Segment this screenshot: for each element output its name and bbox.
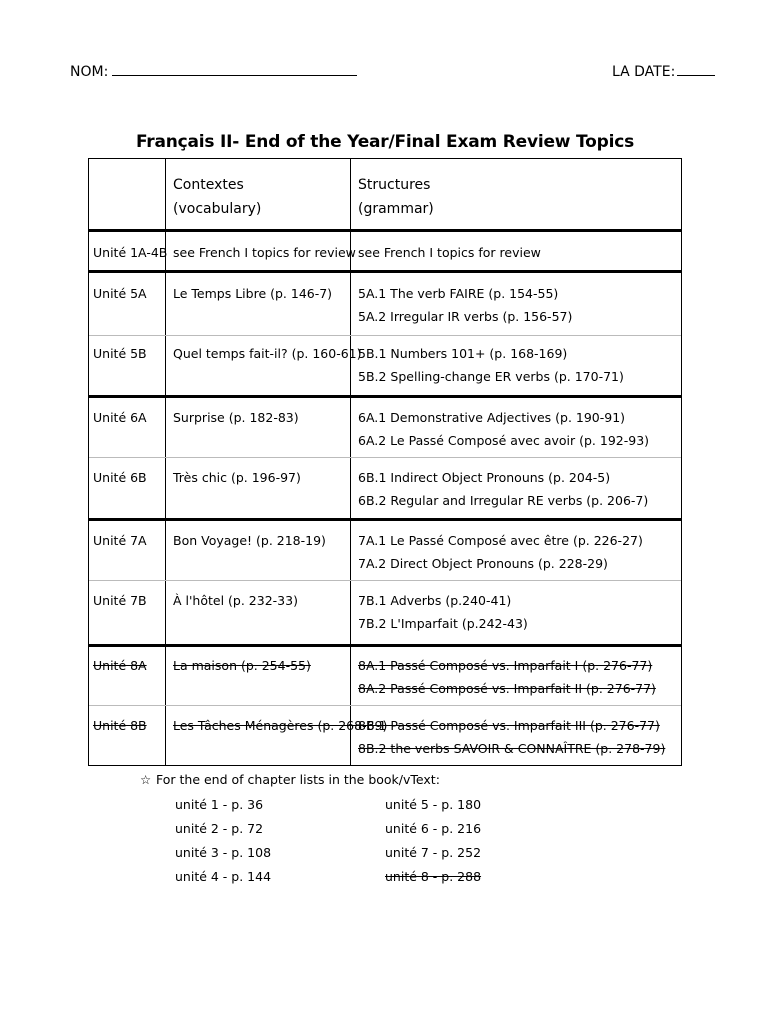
structure-line-struck: 8B.2 the verbs SAVOIR & CONNAÎTRE (p. 278-79)	[358, 741, 666, 756]
page-title: Français II- End of the Year/Final Exam Review Topics	[135, 132, 635, 152]
structure-line-struck: 8A.2 Passé Composé vs. Imparfait II (p. 276-77)	[358, 681, 656, 696]
unit-cell: Unité 1A-4B	[93, 245, 168, 260]
structure-line: 5B.2 Spelling-change ER verbs (p. 170-71)	[358, 369, 624, 384]
name-label: NOM:	[70, 64, 109, 80]
name-field	[70, 62, 357, 80]
review-topics-table	[88, 158, 682, 766]
list-item: unité 4 - p. 144	[175, 869, 272, 884]
row-divider	[89, 580, 681, 581]
header-contextes-title: Contextes	[173, 177, 244, 193]
row-divider-thick	[89, 395, 681, 398]
list-item: unité 6 - p. 216	[385, 821, 482, 836]
row-divider-thick	[89, 644, 681, 647]
contexte-cell: Bon Voyage! (p. 218-19)	[173, 533, 326, 548]
list-item: unité 2 - p. 72	[175, 821, 264, 836]
structure-line: 7A.2 Direct Object Pronouns (p. 228-29)	[358, 556, 608, 571]
list-item: unité 1 - p. 36	[175, 797, 264, 812]
list-item: unité 7 - p. 252	[385, 845, 482, 860]
structure-line-struck: 8A.1 Passé Composé vs. Imparfait I (p. 276-77)	[358, 658, 653, 673]
row-divider	[89, 705, 681, 706]
row-divider	[89, 457, 681, 458]
contexte-cell: see French I topics for review	[173, 245, 356, 260]
unit-cell: Unité 6A	[93, 410, 147, 425]
header-structures-title: Structures	[358, 177, 431, 193]
date-label: LA DATE:	[612, 64, 676, 80]
structure-line: 5B.1 Numbers 101+ (p. 168-169)	[358, 346, 568, 361]
star-outline-icon: ☆	[140, 772, 152, 787]
unit-cell: Unité 5B	[93, 346, 147, 361]
structure-line: 6A.1 Demonstrative Adjectives (p. 190-91)	[358, 410, 626, 425]
unit-cell-struck: Unité 8B	[93, 718, 147, 733]
unit-cell: Unité 5A	[93, 286, 147, 301]
header-contextes-sub: (vocabulary)	[173, 201, 262, 217]
header-structures-sub: (grammar)	[358, 201, 434, 217]
row-divider-thick	[89, 270, 681, 273]
row-divider-thick	[89, 518, 681, 521]
structure-line: 7A.1 Le Passé Composé avec être (p. 226-27)	[358, 533, 643, 548]
date-blank-line[interactable]	[677, 62, 715, 76]
contexte-cell: Surprise (p. 182-83)	[173, 410, 299, 425]
structure-line: 6B.2 Regular and Irregular RE verbs (p. 206-7)	[358, 493, 649, 508]
structure-line: 6B.1 Indirect Object Pronouns (p. 204-5)	[358, 470, 611, 485]
contexte-cell: Très chic (p. 196-97)	[173, 470, 301, 485]
chapter-list-right	[385, 793, 481, 889]
contexte-cell-struck: La maison (p. 254-55)	[173, 658, 311, 673]
contexte-cell-struck: Les Tâches Ménagères (p. 268-69)	[173, 718, 388, 733]
notes-intro-text: For the end of chapter lists in the book/vText:	[156, 772, 440, 787]
contexte-cell: Le Temps Libre (p. 146-7)	[173, 286, 333, 301]
structure-line: 5A.1 The verb FAIRE (p. 154-55)	[358, 286, 559, 301]
structure-line-struck: 8B.1 Passé Composé vs. Imparfait III (p. 276-77)	[358, 718, 660, 733]
row-divider	[89, 335, 681, 336]
unit-cell: Unité 6B	[93, 470, 147, 485]
list-item: unité 3 - p. 108	[175, 845, 272, 860]
structure-line: 7B.1 Adverbs (p.240-41)	[358, 593, 512, 608]
contexte-cell: À l'hôtel (p. 232-33)	[173, 593, 298, 608]
list-item: unité 5 - p. 180	[385, 797, 482, 812]
structure-line: 7B.2 L'Imparfait (p.242-43)	[358, 616, 528, 631]
structure-line: see French I topics for review	[358, 245, 541, 260]
unit-cell: Unité 7B	[93, 593, 147, 608]
row-divider-thick	[89, 229, 681, 232]
structure-line: 6A.2 Le Passé Composé avec avoir (p. 192-93)	[358, 433, 650, 448]
structure-line: 5A.2 Irregular IR verbs (p. 156-57)	[358, 309, 573, 324]
chapter-list-left	[175, 793, 271, 889]
name-blank-line[interactable]	[112, 62, 357, 76]
header-structures	[358, 173, 434, 221]
notes-intro	[140, 772, 440, 787]
header-contextes	[173, 173, 261, 221]
contexte-cell: Quel temps fait-il? (p. 160-61)	[173, 346, 362, 361]
unit-cell: Unité 7A	[93, 533, 147, 548]
list-item-struck: unité 8 - p. 288	[385, 869, 482, 884]
date-field	[612, 62, 715, 80]
unit-cell-struck: Unité 8A	[93, 658, 147, 673]
